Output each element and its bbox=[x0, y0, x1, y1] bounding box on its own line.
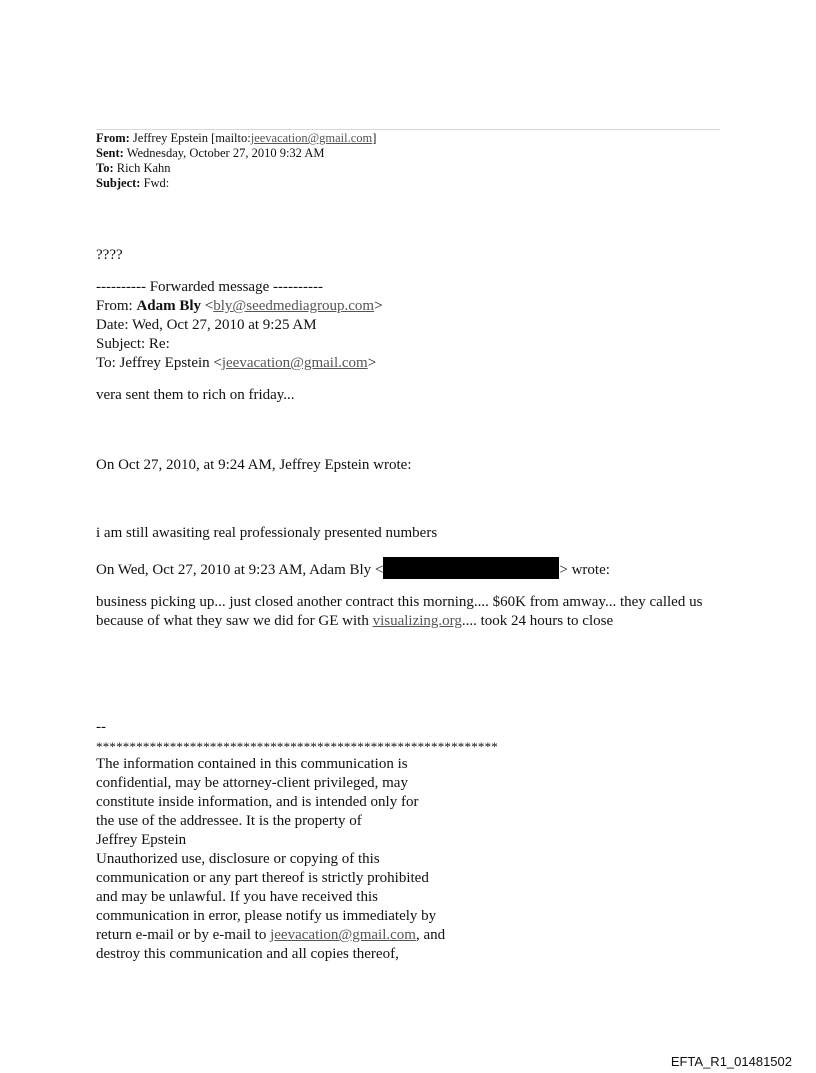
sent-label: Sent: bbox=[96, 146, 124, 160]
disclaimer-line: The information contained in this communication is bbox=[96, 756, 408, 772]
sig-dashes: -- bbox=[96, 719, 106, 735]
disclaimer-line: destroy this communication and all copies thereof, bbox=[96, 946, 399, 962]
from-email-link[interactable]: jeevacation@gmail.com bbox=[250, 131, 373, 145]
forwarded-marker: ---------- Forwarded message ---------- bbox=[96, 279, 323, 295]
disclaimer bbox=[96, 755, 726, 964]
disclaimer-line: Unauthorized use, disclosure or copying of this bbox=[96, 851, 380, 867]
to-label: To: bbox=[96, 161, 114, 175]
disclaimer-line: communication or any part thereof is strictly prohibited bbox=[96, 870, 429, 886]
fwd-from-gt: > bbox=[374, 298, 383, 314]
disclaimer-line-email bbox=[96, 926, 726, 945]
header-from-row bbox=[96, 131, 720, 146]
reply-1 bbox=[96, 386, 726, 405]
top-note-text: ???? bbox=[96, 247, 123, 263]
sent-value: Wednesday, October 27, 2010 9:32 AM bbox=[126, 146, 325, 160]
redaction-box bbox=[383, 557, 559, 579]
fwd-subject-row: Subject: Re: bbox=[96, 336, 170, 352]
fwd-from-row bbox=[96, 297, 726, 316]
fwd-to-email-link[interactable]: jeevacation@gmail.com bbox=[221, 355, 368, 371]
quote-2-prefix: On Wed, Oct 27, 2010 at 9:23 AM, Adam Bly < bbox=[96, 562, 384, 578]
message-3-start: business picking up... just closed another contract this morning.... $60K from amway... they called us because of what they saw we did for GE with bbox=[96, 594, 703, 629]
disclaimer-email-prefix: return e-mail or by e-mail to bbox=[96, 927, 271, 943]
message-3-text bbox=[96, 593, 726, 631]
from-name: Jeffrey Epstein [mailto: bbox=[132, 131, 251, 145]
quote-1-text: On Oct 27, 2010, at 9:24 AM, Jeffrey Epstein wrote: bbox=[96, 457, 412, 473]
fwd-to-suffix: > bbox=[367, 355, 377, 371]
header-sent-row bbox=[96, 146, 720, 161]
document-id: EFTA_R1_01481502 bbox=[670, 1054, 792, 1069]
reply-1-text: vera sent them to rich on friday... bbox=[96, 387, 295, 403]
visualizing-link[interactable]: visualizing.org bbox=[372, 613, 462, 629]
disclaimer-line: communication in error, please notify us immediately by bbox=[96, 908, 437, 924]
message-3-end: .... took 24 hours to close bbox=[461, 613, 614, 629]
subject-value: Fwd: bbox=[143, 176, 170, 190]
from-label: From: bbox=[96, 131, 130, 145]
fwd-date-row: Date: Wed, Oct 27, 2010 at 9:25 AM bbox=[96, 317, 317, 333]
reply-2-text: i am still awasiting real professionaly presented numbers bbox=[96, 525, 438, 541]
signature-block bbox=[96, 718, 726, 756]
disclaimer-line: constitute inside information, and is intended only for bbox=[96, 794, 419, 810]
from-close: ] bbox=[372, 131, 377, 145]
email-header bbox=[96, 131, 720, 191]
fwd-to-prefix: To: Jeffrey Epstein < bbox=[96, 355, 222, 371]
fwd-from-prefix: From: bbox=[96, 298, 137, 314]
disclaimer-email-suffix: , and bbox=[415, 927, 446, 943]
fwd-from-lt: < bbox=[201, 298, 214, 314]
fwd-from-email-link[interactable]: bly@seedmediagroup.com bbox=[213, 298, 375, 314]
reply-2 bbox=[96, 524, 726, 543]
sig-stars: ************************************************************ bbox=[96, 739, 498, 754]
subject-label: Subject: bbox=[96, 176, 141, 190]
to-value: Rich Kahn bbox=[116, 161, 171, 175]
header-subject-row bbox=[96, 176, 720, 191]
disclaimer-line: confidential, may be attorney-client privileged, may bbox=[96, 775, 408, 791]
quote-2-row bbox=[96, 557, 726, 580]
quote-2-suffix: > wrote: bbox=[559, 562, 610, 578]
quote-2 bbox=[96, 557, 726, 580]
message-3 bbox=[96, 593, 726, 631]
quote-1 bbox=[96, 456, 726, 475]
forwarded-block bbox=[96, 278, 726, 373]
disclaimer-line: Jeffrey Epstein bbox=[96, 832, 187, 848]
fwd-from-name: Adam Bly bbox=[136, 298, 202, 314]
header-to-row bbox=[96, 161, 720, 176]
top-note bbox=[96, 246, 726, 265]
header-divider bbox=[96, 129, 720, 130]
disclaimer-line: the use of the addressee. It is the property of bbox=[96, 813, 362, 829]
fwd-to-row bbox=[96, 354, 726, 373]
disclaimer-email-link[interactable]: jeevacation@gmail.com bbox=[270, 927, 416, 943]
disclaimer-line: and may be unlawful. If you have received this bbox=[96, 889, 378, 905]
